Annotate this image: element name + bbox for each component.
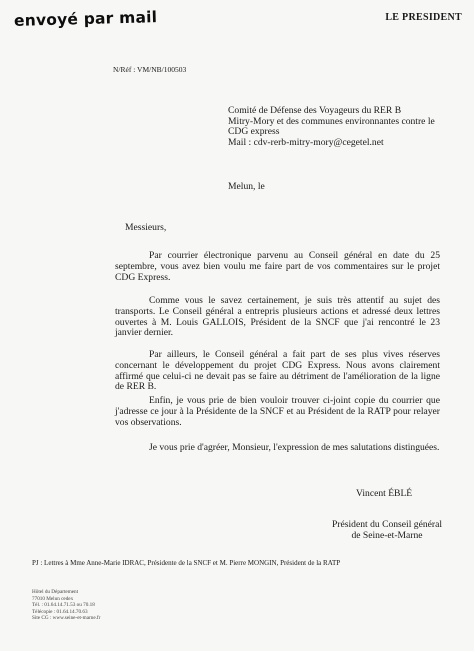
recipient-line: Mitry-Mory et des communes environnantes contre le xyxy=(228,115,435,127)
signatory-name: Vincent ÉBLÉ xyxy=(356,488,413,499)
signatory-title-line: de Seine-et-Marne xyxy=(351,529,423,541)
footer-line: Tél. : 01.64.14.71.53 ou 70.18 xyxy=(32,602,95,609)
body-paragraph: Enfin, je vous prie de bien vouloir trouver ci-joint copie du courrier que j'adresse ce jour à la Présidente de la SNCF et au Président de la RATP pour relayer vos observations. xyxy=(115,395,440,428)
footer-line: 77010 Melun cedex xyxy=(32,595,74,602)
signatory-title-line: Président du Conseil général xyxy=(331,519,443,530)
footer-line: Site CG : www.seine-et-marne.fr xyxy=(32,615,101,622)
address-footer xyxy=(32,589,100,622)
signatory-title xyxy=(327,520,447,541)
recipient-line: Comité de Défense des Voyageurs du RER B xyxy=(228,105,402,116)
sent-by-mail-stamp: envoyé par mail xyxy=(13,8,158,30)
salutation: Messieurs, xyxy=(125,222,167,233)
place-date: Melun, le xyxy=(228,181,265,192)
sender-title: LE PRESIDENT xyxy=(385,12,462,23)
recipient-address xyxy=(228,106,458,148)
attachments-note: PJ : Lettres à Mme Anne-Marie IDRAC, Présidente de la SNCF et M. Pierre MONGIN, Président de la RATP xyxy=(32,559,341,567)
recipient-line: CDG express xyxy=(228,126,280,137)
reference-number: N/Réf : VM/NB/100503 xyxy=(113,65,187,74)
closing-paragraph: Je vous prie d'agréer, Monsieur, l'expression de mes salutations distinguées. xyxy=(149,442,440,453)
body-paragraph: Par ailleurs, le Conseil général a fait part de ses plus vives réserves concernant le développement du projet CDG Express. Nous avons clairement affirmé que celui-ci ne devait pas se faire au détriment de l'amélioration de la ligne de RER B. xyxy=(115,349,440,393)
body-paragraph: Comme vous le savez certainement, je suis très attentif au sujet des transports. Le Conseil général a entrepris plusieurs actions et adressé deux lettres ouvertes à M. Louis GALLOIS, Président de la SNCF que j'ai rencontré le 23 janvier dernier. xyxy=(115,295,440,339)
footer-line: Télécopie : 01.64.14.70.63 xyxy=(32,608,88,615)
body-paragraph: Par courrier électronique parvenu au Conseil général en date du 25 septembre, vous avez bien voulu me faire part de vos commentaires sur le projet CDG Express. xyxy=(115,250,440,283)
footer-line: Hôtel du Département xyxy=(32,589,79,595)
recipient-email: Mail : cdv-rerb-mitry-mory@cegetel.net xyxy=(228,136,384,148)
